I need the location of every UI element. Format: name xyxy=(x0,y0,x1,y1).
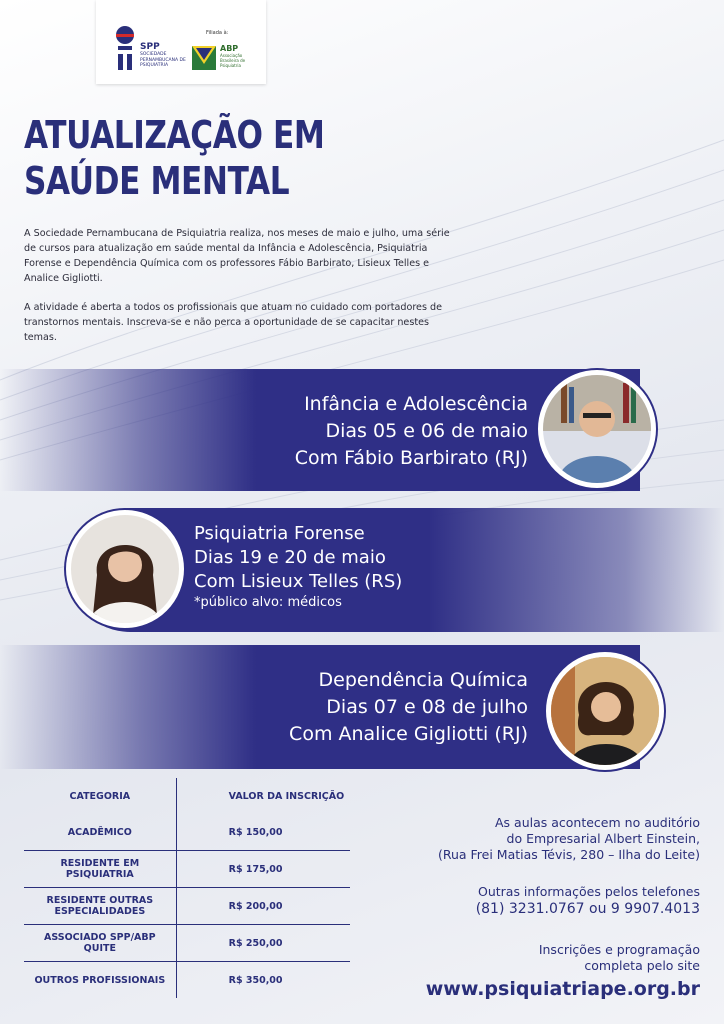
abp-fullname: Associação Brasileira de Psiquiatria xyxy=(220,53,246,68)
venue-line-1: As aulas acontecem no auditório xyxy=(495,815,700,830)
course-2-note: *público alvo: médicos xyxy=(194,595,342,610)
row-category: ASSOCIADO SPP/ABP QUITE xyxy=(24,925,176,962)
title-line-2: SAÚDE MENTAL xyxy=(24,159,290,203)
course-3-title: Dependência Química xyxy=(318,669,528,691)
row-value: R$ 350,00 xyxy=(228,974,283,986)
abp-name: ABP xyxy=(220,44,239,53)
website-link[interactable]: www.psiquiatriape.org.br xyxy=(425,978,700,1000)
course-2-dates: Dias 19 e 20 de maio xyxy=(194,547,386,568)
teacher-photo-barbirato xyxy=(538,370,656,488)
spp-name: SPP xyxy=(140,42,160,52)
course-banner-3 xyxy=(0,645,640,769)
venue-line-2: do Empresarial Albert Einstein, xyxy=(506,831,700,846)
person-photo-icon xyxy=(543,375,651,483)
contact-line: Outras informações pelos telefones xyxy=(477,884,700,899)
page-title xyxy=(24,112,324,204)
teacher-photo-gigliotti xyxy=(546,652,664,770)
header-value: VALOR DA INSCRIÇÃO xyxy=(228,790,345,802)
course-3-dates: Dias 07 e 08 de julho xyxy=(326,696,528,718)
intro-text xyxy=(24,226,464,359)
price-table xyxy=(24,778,350,998)
affiliated-label: Filiada à: xyxy=(206,30,229,36)
logo-header xyxy=(96,0,266,84)
registration-info xyxy=(539,942,700,974)
table-row xyxy=(24,925,350,962)
course-1-teacher: Com Fábio Barbirato (RJ) xyxy=(294,447,528,469)
abp-logo-icon xyxy=(192,46,216,70)
person-photo-icon xyxy=(551,657,659,765)
row-value: R$ 250,00 xyxy=(176,925,350,962)
intro-paragraph-1: A Sociedade Pernambucana de Psiquiatria realiza, nos meses de maio e julho, uma série de cursos para atualização em saúde mental da Infância e Adolescência, Psiquiatria Forense e Dependência Química com os professores Fábio Barbirato, Lisieux Telles e Analice Gigliotti. xyxy=(24,228,450,284)
teacher-photo-telles xyxy=(66,510,184,628)
row-category: ACADÊMICO xyxy=(24,814,176,851)
course-3-teacher: Com Analice Gigliotti (RJ) xyxy=(289,723,528,745)
course-2-text xyxy=(194,522,402,612)
intro-paragraph-2: A atividade é aberta a todos os profissionais que atuam no cuidado com portadores de transtornos mentais. Inscreva-se e não perca a oportunidade de se capacitar nestes temas. xyxy=(24,302,442,343)
course-3-text xyxy=(289,667,528,748)
row-category: RESIDENTE OUTRAS ESPECIALIDADES xyxy=(24,888,176,925)
person-photo-icon xyxy=(71,515,179,623)
row-value: R$ 150,00 xyxy=(176,814,350,851)
venue-line-3: (Rua Frei Matias Tévis, 280 – Ilha do Leite) xyxy=(437,847,700,862)
course-2-title: Psiquiatria Forense xyxy=(194,523,365,544)
table-row xyxy=(24,851,350,888)
row-category: RESIDENTE EM PSIQUIATRIA xyxy=(24,851,176,888)
row-value: R$ 200,00 xyxy=(176,888,350,925)
contact-info xyxy=(476,884,700,918)
table-row xyxy=(24,888,350,925)
spp-logo-icon xyxy=(114,24,136,72)
course-1-text xyxy=(295,391,528,472)
spp-fullname: SOCIEDADE PERNAMBUCANA DE PSIQUIATRIA xyxy=(140,52,186,68)
table-header-row xyxy=(24,778,350,814)
row-category: OUTROS PROFISSIONAIS xyxy=(24,962,176,999)
table-row xyxy=(24,814,350,851)
header-category: CATEGORIA xyxy=(24,778,176,814)
course-1-title: Infância e Adolescência xyxy=(304,393,528,415)
contact-phones: (81) 3231.0767 ou 9 9907.4013 xyxy=(475,901,700,917)
course-1-dates: Dias 05 e 06 de maio xyxy=(325,420,528,442)
course-2-teacher: Com Lisieux Telles (RS) xyxy=(194,571,403,592)
table-row xyxy=(24,962,350,999)
title-line-1: ATUALIZAÇÃO EM xyxy=(24,113,325,157)
row-value: R$ 175,00 xyxy=(176,851,350,888)
venue-info xyxy=(438,815,700,863)
registration-line-1: Inscrições e programação xyxy=(538,942,700,957)
registration-line-2: completa pelo site xyxy=(584,958,700,973)
